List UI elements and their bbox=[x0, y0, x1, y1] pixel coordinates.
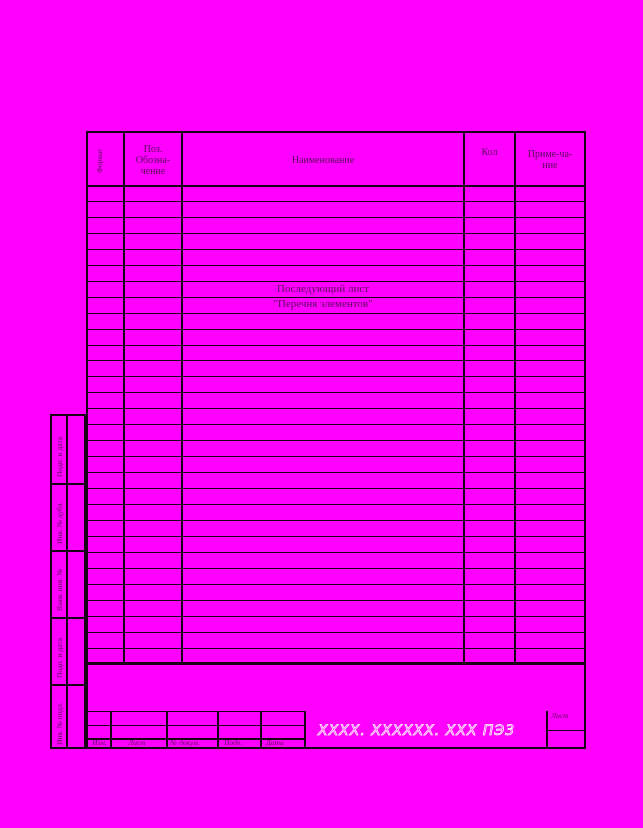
side-label-1: Подп. и дата bbox=[55, 436, 64, 477]
title-block-line bbox=[88, 711, 304, 712]
table-row-line bbox=[88, 648, 584, 649]
table-row-line bbox=[88, 408, 584, 409]
table-row-line bbox=[88, 504, 584, 505]
table-row-line bbox=[88, 185, 584, 187]
tb-divider bbox=[546, 711, 548, 747]
table-row-line bbox=[88, 201, 584, 202]
table-row-line bbox=[88, 568, 584, 569]
table-row-line bbox=[88, 456, 584, 457]
table-row-line bbox=[88, 440, 584, 441]
header-format: Формат bbox=[88, 133, 125, 187]
table-row-line bbox=[88, 360, 584, 361]
tb-label-podp: Подп. bbox=[224, 738, 243, 747]
table-row-line bbox=[88, 424, 584, 425]
sheet-label: Лист bbox=[551, 711, 569, 720]
tb-divider bbox=[217, 711, 219, 747]
side-label-5: Инв. № подл. bbox=[55, 702, 64, 745]
table-row-line bbox=[88, 313, 584, 314]
table-row-line bbox=[88, 233, 584, 234]
document-code: XXXX. XXXXXX. XXX ПЭ3 bbox=[318, 723, 516, 739]
tb-label-data: Дата bbox=[266, 738, 284, 747]
side-divider bbox=[52, 617, 84, 619]
table-row-line bbox=[88, 520, 584, 521]
header-name: Наименование bbox=[183, 133, 465, 187]
table-row-line bbox=[88, 616, 584, 617]
header-note: Приме-ча-ние bbox=[527, 149, 573, 171]
table-row-line bbox=[88, 552, 584, 553]
side-divider bbox=[52, 550, 84, 552]
table-row-line bbox=[88, 392, 584, 393]
document-frame bbox=[86, 131, 586, 749]
side-divider bbox=[52, 684, 84, 686]
table-row-line bbox=[88, 600, 584, 601]
table-row-line bbox=[88, 472, 584, 473]
side-stamp bbox=[50, 414, 86, 749]
tb-label-izm: Изм. bbox=[92, 738, 107, 747]
side-label-2: Инв. № дубл. bbox=[55, 501, 64, 544]
tb-divider bbox=[260, 711, 262, 747]
tb-divider bbox=[166, 711, 168, 747]
side-label-3: Взам. инв. № bbox=[55, 568, 64, 611]
tb-divider bbox=[304, 711, 306, 747]
table-row-line bbox=[88, 217, 584, 218]
table-row-line bbox=[88, 265, 584, 266]
side-label-4: Подп. и дата bbox=[55, 637, 64, 678]
header-pos: Поз. Обозна-чение bbox=[125, 133, 183, 187]
tb-sheet-line bbox=[546, 730, 584, 731]
table-row-line bbox=[88, 488, 584, 489]
tb-label-ndoc: № докум. bbox=[170, 738, 200, 747]
continuation-note: Последующий лист "Перечня элементов" bbox=[273, 283, 373, 310]
side-divider bbox=[52, 483, 84, 485]
tb-divider bbox=[110, 711, 112, 747]
table-row-line bbox=[88, 584, 584, 585]
table-row-line bbox=[88, 376, 584, 377]
table-row-line bbox=[88, 329, 584, 330]
table-row-line bbox=[88, 632, 584, 633]
header-qty: Кол bbox=[465, 133, 516, 187]
table-row-line bbox=[88, 536, 584, 537]
table-row-line bbox=[88, 249, 584, 250]
title-block-top bbox=[88, 662, 584, 664]
table-row-line bbox=[88, 345, 584, 346]
tb-label-list: Лист bbox=[128, 738, 146, 747]
title-block-line bbox=[88, 725, 304, 726]
